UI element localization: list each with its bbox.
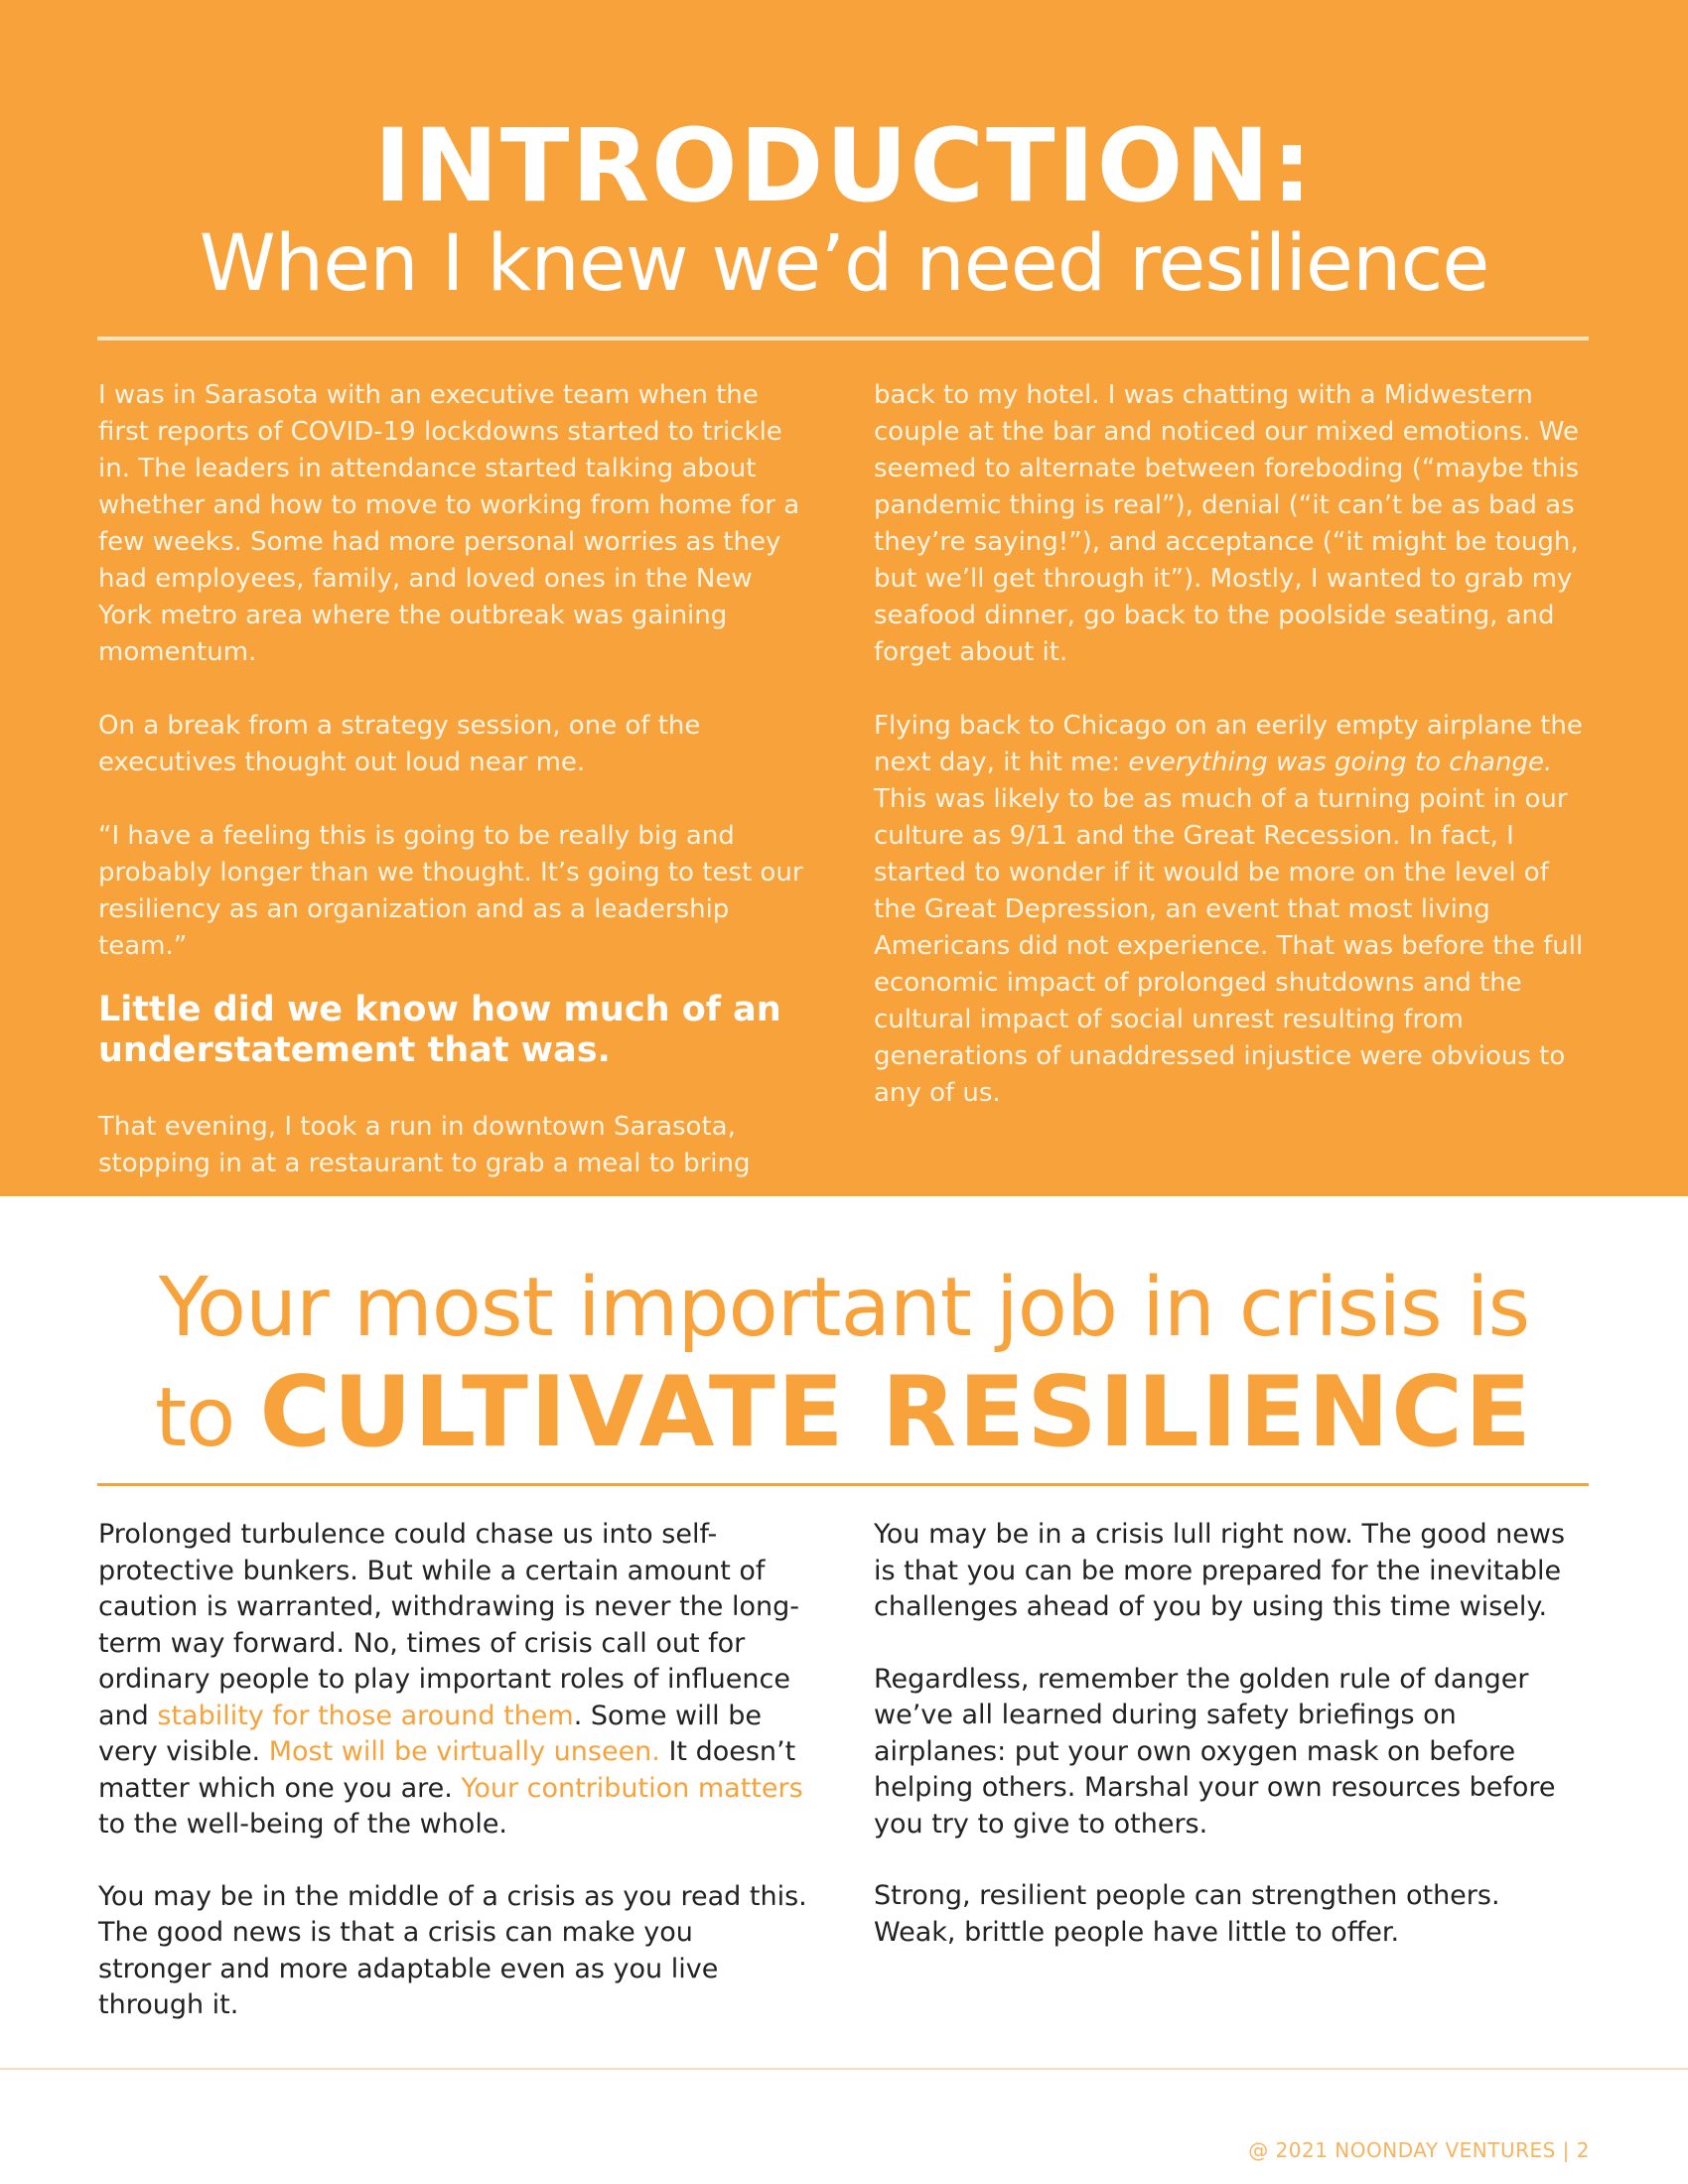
intro-paragraph: I was in Sarasota with an executive team when the first reports of COVID-19 lockdowns started to trickle in. The leaders in attendance started talking about whether and how to move to working from home for a few weeks. Some had more personal worries as they had employees, family, and loved ones in the New York metro area where the outbreak was gaining momentum. <box>98 380 800 667</box>
body-left-column <box>98 1517 813 2060</box>
intro-right-column <box>874 377 1589 1149</box>
highlight-text: stability for those around them <box>157 1700 574 1731</box>
body-right-column <box>874 1517 1589 1986</box>
headline-line-1: Your most important job in crisis is <box>158 1261 1530 1355</box>
intro-subtitle: When I knew we’d need resilience <box>199 219 1489 309</box>
intro-paragraph: back to my hotel. I was chatting with a Midwestern couple at the bar and noticed our mixed emotions. We seemed to alternate between foreboding (“maybe this pandemic thing is real”), denial (“it can’t be as bad as they’re saying!”), and acceptance (“it might be tough, but we’ll get through it”). Mostly, I wanted to grab my seafood dinner, go back to the poolside seating, and forget about it. <box>874 380 1580 667</box>
intro-text: Flying back to Chicago on an eerily empty airplane the next day, it hit me: <box>874 711 1583 777</box>
intro-paragraph: On a break from a strategy session, one of the executives thought out loud near me. <box>98 711 701 777</box>
body-paragraph <box>98 1517 813 1843</box>
intro-title: INTRODUCTION: <box>373 107 1315 225</box>
intro-text: This was likely to be as much of a turning point in our culture as 9/11 and the Great Recession. In fact, I started to wonder if it would be more on the level of the Great Depression, an event that most living Americans did not experience. That was before the full economic impact of prolonged shutdowns and the cultural impact of social unrest resulting from generations of unaddressed injustice were obvious to any of us. <box>874 784 1584 1108</box>
body-paragraph: You may be in a crisis lull right now. The good news is that you can be more prepared for the inevitable challenges ahead of you by using this time wisely. <box>874 1519 1566 1622</box>
headline-lead: to <box>155 1371 260 1465</box>
headline-line-2 <box>0 1358 1688 1489</box>
section-headline <box>0 1259 1688 1489</box>
intro-callout: Little did we know how much of an understatement that was. <box>98 990 781 1070</box>
footer-divider <box>0 2068 1688 2070</box>
body-paragraph: You may be in the middle of a crisis as you read this. The good news is that a crisis can make you stronger and more adaptable even as you live through it. <box>98 1880 807 2020</box>
body-text: . Some will be very visible. <box>98 1700 762 1767</box>
intro-divider <box>97 337 1589 341</box>
body-text: It doesn’t matter which one you are. <box>98 1736 796 1804</box>
body-paragraph: Regardless, remember the golden rule of danger we’ve all learned during safety briefings on airplanes: put your own oxygen mask on before helping others. Marshal your own resources before you try to give to others. <box>874 1663 1556 1840</box>
intro-emphasis: everything was going to change. <box>1128 748 1553 777</box>
highlight-text: Most will be virtually unseen. <box>268 1736 660 1767</box>
body-text: Prolonged turbulence could chase us into self-protective bunkers. But while a certain amount of caution is warranted, withdrawing is never the long-term way forward. No, times of crisis call out for ordinary people to play important roles of influence and <box>98 1519 800 1731</box>
intro-paragraph <box>874 708 1589 1112</box>
body-paragraph: Strong, resilient people can strengthen others. Weak, brittle people have little to offer. <box>874 1880 1500 1948</box>
headline-divider <box>97 1483 1589 1486</box>
headline-emphasis: CULTIVATE RESILIENCE <box>259 1356 1533 1469</box>
intro-left-column <box>98 377 813 1219</box>
body-text: to the well-being of the whole. <box>98 1809 508 1840</box>
intro-paragraph: That evening, I took a run in downtown Sarasota, stopping in at a restaurant to grab a meal to bring <box>98 1112 751 1178</box>
footer-copyright: @ 2021 NOONDAY VENTURES | 2 <box>1248 2138 1590 2162</box>
highlight-text: Your contribution matters <box>461 1772 803 1804</box>
intro-quote: “I have a feeling this is going to be really big and probably longer than we thought. It’s going to test our resiliency as an organization and as a leadership team.” <box>98 821 803 961</box>
